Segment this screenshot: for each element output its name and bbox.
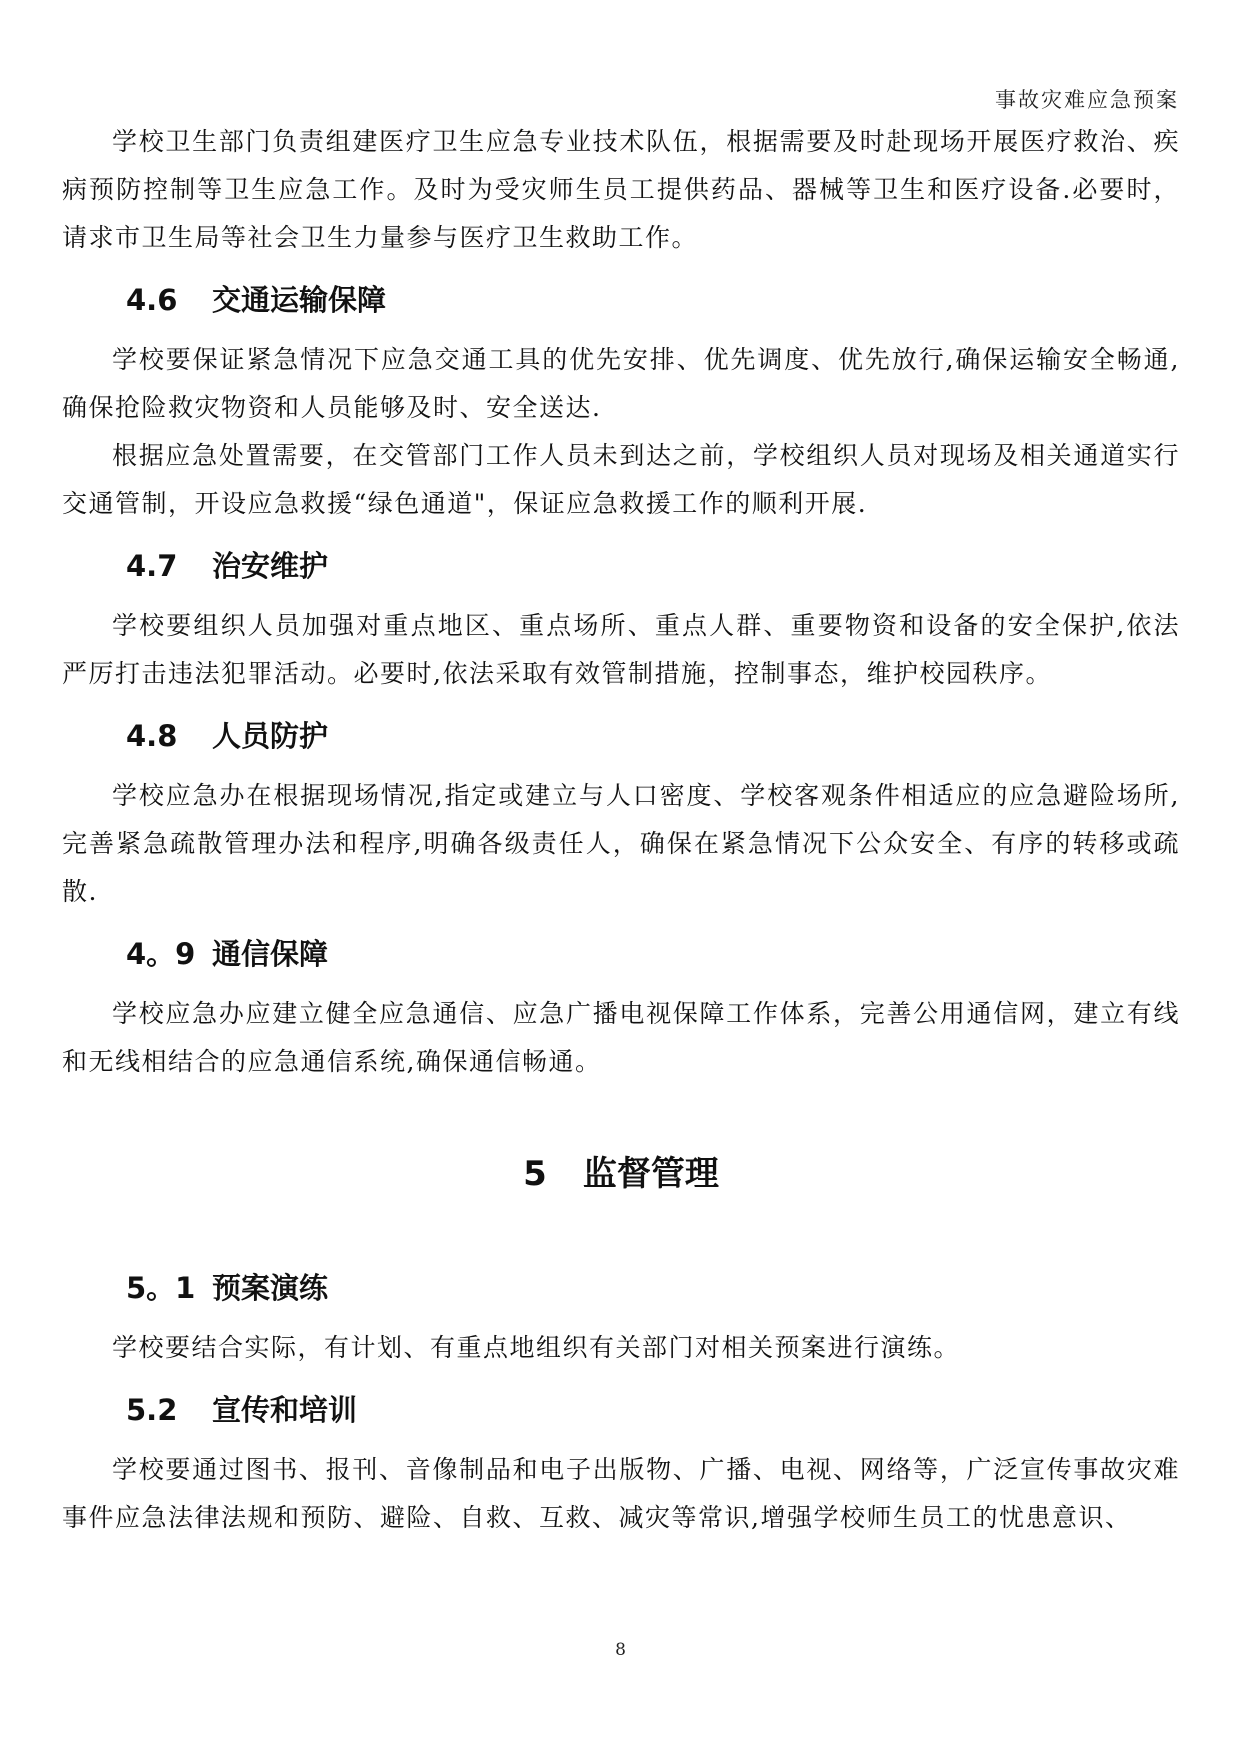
chapter-number: 5 (523, 1154, 547, 1194)
heading-number: 5.2 (126, 1393, 178, 1427)
heading-number: 5。1 (126, 1271, 196, 1305)
paragraph-transport-2: 根据应急处置需要，在交管部门工作人员未到达之前，学校组织人员对现场及相关通道实行交通管制，开设应急救援“绿色通道"，保证应急救援工作的顺利开展. (62, 441, 1180, 518)
heading-4-8 (126, 712, 1180, 760)
paragraph-personnel-protection: 学校应急办在根据现场情况,指定或建立与人口密度、学校客观条件相适应的应急避险场所,完善紧急疏散管理办法和程序,明确各级责任人，确保在紧急情况下公众安全、有序的转移或疏散. (62, 781, 1180, 906)
heading-number: 4。9 (126, 937, 196, 971)
heading-title: 人员防护 (212, 719, 329, 753)
paragraph-publicity-training: 学校要通过图书、报刊、音像制品和电子出版物、广播、电视、网络等，广泛宣传事故灾难事件应急法律法规和预防、避险、自救、互救、减灾等常识,增强学校师生员工的忧患意识、 (62, 1455, 1180, 1532)
heading-number: 4.6 (126, 283, 178, 317)
heading-5-1 (126, 1264, 1180, 1312)
paragraph-communications: 学校应急办应建立健全应急通信、应急广播电视保障工作体系，完善公用通信网，建立有线和无线相结合的应急通信系统,确保通信畅通。 (62, 999, 1180, 1076)
heading-title: 预案演练 (212, 1271, 329, 1305)
heading-title: 宣传和培训 (212, 1393, 358, 1427)
heading-title: 治安维护 (212, 549, 329, 583)
heading-title: 交通运输保障 (212, 283, 387, 317)
heading-4-6 (126, 276, 1180, 324)
paragraph-medical-support: 学校卫生部门负责组建医疗卫生应急专业技术队伍，根据需要及时赴现场开展医疗救治、疾病预防控制等卫生应急工作。及时为受灾师生员工提供药品、器械等卫生和医疗设备.必要时，请求市卫生局等社会卫生力量参与医疗卫生救助工作。 (62, 127, 1180, 252)
heading-4-7 (126, 542, 1180, 590)
chapter-title: 监督管理 (582, 1154, 719, 1194)
page-content (62, 118, 1180, 1542)
running-header: 事故灾难应急预案 (995, 88, 1179, 112)
page-number: 8 (615, 1640, 626, 1660)
heading-title: 通信保障 (212, 937, 329, 971)
paragraph-drills: 学校要结合实际，有计划、有重点地组织有关部门对相关预案进行演练。 (112, 1333, 961, 1362)
heading-number: 4.7 (126, 549, 178, 583)
heading-4-9 (126, 930, 1180, 978)
heading-5-2 (126, 1386, 1180, 1434)
paragraph-security: 学校要组织人员加强对重点地区、重点场所、重点人群、重要物资和设备的安全保护,依法严厉打击违法犯罪活动。必要时,依法采取有效管制措施，控制事态，维护校园秩序。 (62, 611, 1180, 688)
heading-number: 4.8 (126, 719, 178, 753)
chapter-heading-5 (62, 1146, 1180, 1202)
paragraph-transport-1: 学校要保证紧急情况下应急交通工具的优先安排、优先调度、优先放行,确保运输安全畅通,确保抢险救灾物资和人员能够及时、安全送达. (62, 345, 1180, 422)
